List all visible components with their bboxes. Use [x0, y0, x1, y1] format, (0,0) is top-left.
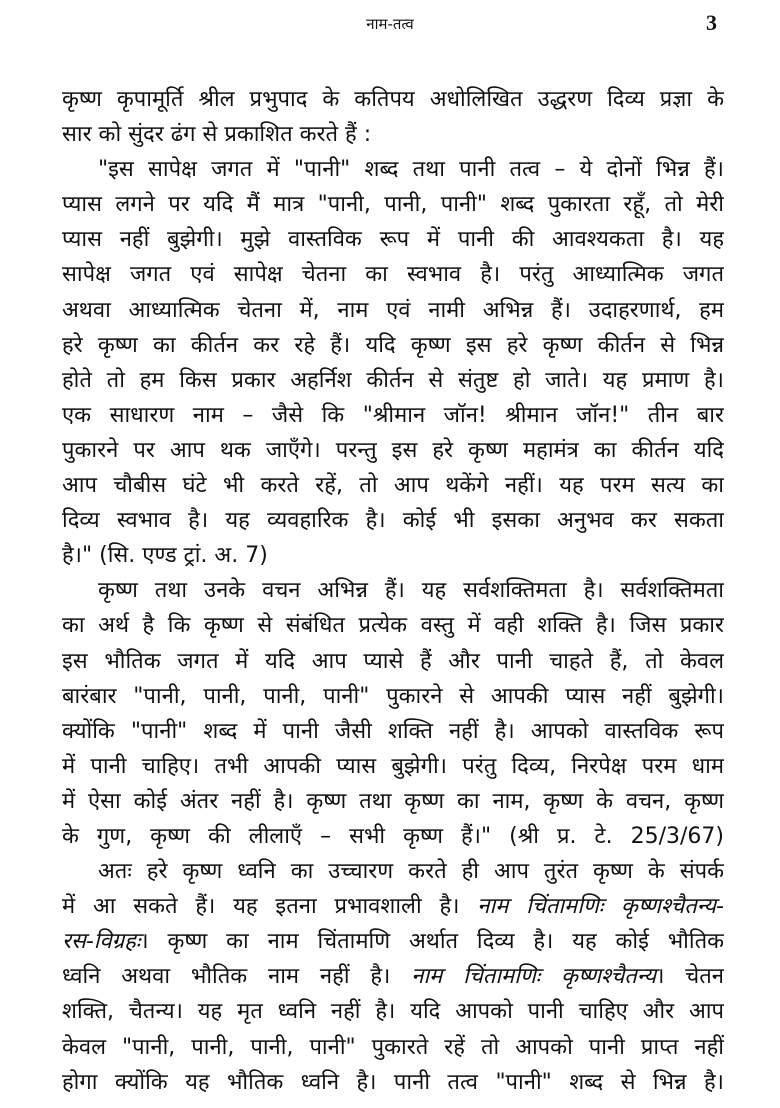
header-title: नाम-तत्व — [366, 15, 414, 33]
text-segment: का अर्थ है कि कृष्ण से संबंधित प्रत्येक वस्तु में वही शक्ति है। जिस प्रकार — [62, 613, 724, 639]
text-line — [62, 222, 724, 257]
text-segment: । कृष्ण का नाम चिंतामणि अर्थात दिव्य है। यह कोई भौतिक — [140, 929, 724, 955]
text-line — [62, 889, 724, 924]
text-line — [62, 573, 724, 608]
text-line — [62, 117, 724, 152]
text-segment: अथवा आध्यात्मिक चेतना में, नाम एवं नामी अभिन्न हैं। उदाहरणार्थ, हम — [62, 297, 724, 323]
text-segment: प्यास लगने पर यदि मैं मात्र "पानी, पानी, पानी" शब्द पुकारता रहूँ, तो मेरी — [62, 192, 724, 218]
body-text — [62, 82, 724, 1100]
text-segment: इस भौतिक जगत में यदि आप प्यासे हैं और पानी चाहते हैं, तो केवल — [62, 648, 724, 674]
page-number: 3 — [706, 10, 717, 35]
text-segment: केवल "पानी, पानी, पानी, पानी" पुकारते रहें तो आपको पानी प्राप्त नहीं — [62, 1034, 724, 1060]
text-line — [62, 503, 724, 538]
text-line — [62, 257, 724, 292]
text-line — [62, 82, 724, 117]
text-line — [62, 959, 724, 994]
text-segment: एक साधारण नाम – जैसे कि "श्रीमान जॉन! श्रीमान जॉन!" तीन बार — [62, 402, 724, 428]
text-line — [62, 363, 724, 398]
text-line — [62, 433, 724, 468]
text-segment: आप चौबीस घंटे भी करते रहें, तो आप थकेंगे नहीं। यह परम सत्य का — [62, 473, 724, 499]
text-line — [62, 152, 724, 187]
text-segment: हरे कृष्ण का कीर्तन कर रहे हैं। यदि कृष्ण इस हरे कृष्ण कीर्तन से भिन्न — [62, 332, 724, 358]
text-segment: में ऐसा कोई अंतर नहीं है। कृष्ण तथा कृष्ण का नाम, कृष्ण के वचन, कृष्ण — [62, 788, 724, 814]
text-line — [62, 468, 724, 503]
sanskrit-quote: रस-विग्रहः — [62, 929, 141, 955]
text-line — [62, 398, 724, 433]
text-line — [62, 1030, 724, 1065]
text-segment: होगा क्योंकि यह भौतिक ध्वनि है। पानी तत्व "पानी" शब्द से भिन्न है। — [62, 1069, 724, 1095]
text-line — [62, 608, 724, 643]
text-segment: अतः हरे कृष्ण ध्वनि का उच्चारण करते ही आप तुरंत कृष्ण के संपर्क — [98, 859, 724, 885]
text-segment: है।" (सि. एण्ड ट्रां. अ. 7) — [62, 543, 268, 569]
text-segment: कृष्ण तथा उनके वचन अभिन्न हैं। यह सर्वशक्तिमता है। सर्वशक्तिमता — [98, 578, 724, 604]
text-segment: क्योंकि "पानी" शब्द में पानी जैसी शक्ति नहीं है। आपको वास्तविक रूप — [62, 718, 724, 744]
text-line — [62, 187, 724, 222]
text-segment: बारंबार "पानी, पानी, पानी, पानी" पुकारने से आपकी प्यास नहीं बुझेगी। — [62, 683, 724, 709]
sanskrit-quote: नाम चिंतामणिः कृष्णश्चैतन्य- — [477, 894, 724, 920]
text-segment: सापेक्ष जगत एवं सापेक्ष चेतना का स्वभाव है। परंतु आध्यात्मिक जगत — [62, 262, 724, 288]
text-line — [62, 994, 724, 1029]
text-segment: सार को सुंदर ढंग से प्रकाशित करते हैं : — [62, 122, 372, 148]
text-line — [62, 714, 724, 749]
text-line — [62, 644, 724, 679]
text-segment: के गुण, कृष्ण की लीलाएँ – सभी कृष्ण हैं।" (श्री प्र. टे. 25/3/67) — [62, 823, 724, 849]
text-segment: पुकारने पर आप थक जाएँगे। परन्तु इस हरे कृष्ण महामंत्र का कीर्तन यदि — [62, 437, 724, 463]
text-line — [62, 328, 724, 363]
text-line — [62, 1065, 724, 1100]
text-segment: ध्वनि अथवा भौतिक नाम नहीं है। — [62, 964, 412, 990]
text-line — [62, 538, 724, 573]
sanskrit-quote: नाम चिंतामणिः कृष्णश्चैतन्य — [411, 964, 657, 990]
text-segment: में आ सकते हैं। यह इतना प्रभावशाली है। — [62, 894, 478, 920]
text-segment: । चेतन — [656, 964, 724, 990]
text-segment: प्यास नहीं बुझेगी। मुझे वास्तविक रूप में पानी की आवश्यकता है। यह — [62, 227, 724, 253]
text-line — [62, 679, 724, 714]
text-line — [62, 854, 724, 889]
text-line — [62, 924, 724, 959]
text-line — [62, 293, 724, 328]
text-segment: कृष्ण कृपामूर्ति श्रील प्रभुपाद के कतिपय अधोलिखित उद्धरण दिव्य प्रज्ञा के — [62, 87, 724, 112]
text-segment: होते तो हम किस प्रकार अहर्निश कीर्तन से संतुष्ट हो जाते। यह प्रमाण है। — [62, 367, 724, 393]
text-line — [62, 819, 724, 854]
text-line — [62, 784, 724, 819]
text-segment: में पानी चाहिए। तभी आपकी प्यास बुझेगी। परंतु दिव्य, निरपेक्ष परम धाम — [62, 753, 724, 779]
text-segment: दिव्य स्वभाव है। यह व्यवहारिक है। कोई भी इसका अनुभव कर सकता — [62, 508, 724, 534]
text-segment: "इस सापेक्ष जगत में "पानी" शब्द तथा पानी तत्व – ये दोनों भिन्न हैं। — [98, 157, 724, 183]
text-line — [62, 749, 724, 784]
text-segment: शक्ति, चैतन्य। यह मृत ध्वनि नहीं है। यदि आपको पानी चाहिए और आप — [62, 999, 724, 1025]
